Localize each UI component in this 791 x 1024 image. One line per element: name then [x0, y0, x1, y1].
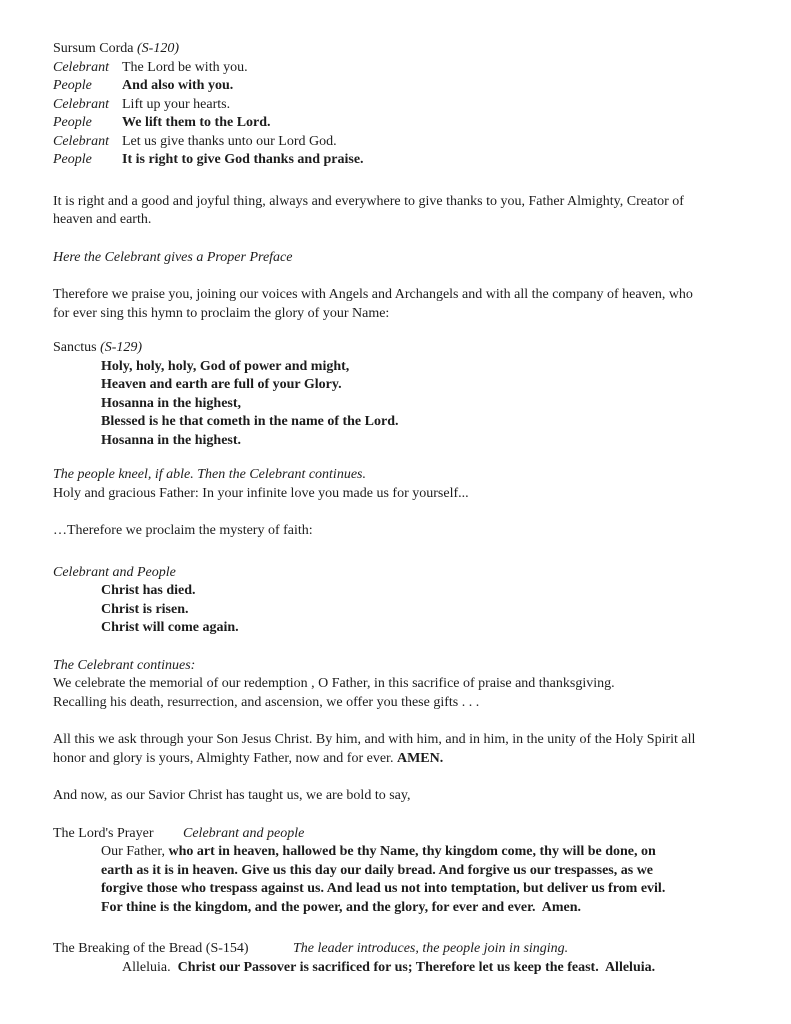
text-line [53, 522, 771, 541]
text-run: Christ our Passover is sacrificed for us; Therefore let us keep the feast. Alleluia. [177, 959, 656, 975]
heading-label [53, 940, 293, 959]
text-line [53, 787, 771, 806]
text-line [101, 582, 771, 601]
text-run: honor and glory is yours, Almighty Father, now and for ever. [53, 750, 397, 766]
text-line [101, 395, 771, 414]
text-run: We celebrate the memorial of our redemption , O Father, in this sacrifice of praise and thanksgiving. [53, 676, 615, 691]
text-line [53, 339, 771, 358]
spacer [53, 323, 771, 339]
text-run: The Breaking of the Bread (S-154) [53, 941, 249, 956]
kneel-rubric [53, 466, 771, 485]
spacer [53, 267, 771, 286]
text-line [53, 211, 771, 230]
text-run: Heaven and earth are full of your Glory. [101, 377, 342, 392]
speaker-label: Celebrant [53, 59, 109, 75]
spacer [53, 450, 771, 466]
text-line [101, 376, 771, 395]
text-run: Alleluia. [122, 959, 178, 975]
text-run: for ever sing this hymn to proclaim the glory of your Name: [53, 305, 390, 321]
text-run: Holy, holy, holy, God of power and might, [101, 358, 350, 374]
therefore-we-praise-paragraph [53, 286, 771, 323]
text-run: And now, as our Savior Christ has taught us, we are bold to say, [53, 788, 411, 803]
speaker-label: Celebrant [53, 133, 109, 149]
text-run: Sanctus [53, 340, 101, 355]
text-run: Hosanna in the highest. [101, 432, 242, 448]
text-run: (S-129) [100, 340, 143, 355]
dialogue-text: It is right to give God thanks and praise. [122, 152, 364, 167]
text-run: Recalling his death, resurrection, and ascension, we offer you these gifts . . . [53, 694, 480, 710]
text-line [101, 843, 771, 862]
text-run: Our Father, [101, 844, 169, 859]
dialogue-text: We lift them to the Lord. [122, 115, 271, 130]
dialogue-text: And also with you. [122, 78, 234, 93]
spacer [53, 712, 771, 731]
text-line [53, 193, 771, 212]
text-run: AMEN. [396, 750, 444, 766]
text-line [101, 619, 771, 638]
dialogue-row [53, 59, 771, 78]
doxology-paragraph [53, 731, 771, 768]
dialogue-text: The Lord be with you. [122, 59, 248, 75]
spacer [53, 230, 771, 249]
spacer [53, 768, 771, 787]
text-line [53, 305, 771, 324]
text-run: who art in heaven, hallowed be thy Name, thy kingdom come, thy will be done, on [168, 844, 656, 859]
celebrant-and-people-rubric [53, 564, 771, 583]
preface-paragraph [53, 193, 771, 230]
text-line [53, 731, 771, 750]
and-now-line [53, 787, 771, 806]
text-run: Hosanna in the highest, [101, 395, 242, 411]
dialogue-text: Let us give thanks unto our Lord God. [122, 133, 337, 149]
text-line [53, 657, 771, 676]
dialogue-row [53, 96, 771, 115]
speaker-label: Celebrant [53, 96, 109, 112]
celebrant-continues-rubric [53, 657, 771, 676]
sanctus-heading [53, 339, 771, 358]
text-line [53, 564, 771, 583]
text-line [53, 249, 771, 268]
text-run: (S-120) [137, 41, 179, 56]
text-run: heaven and earth. [53, 212, 152, 227]
text-line [53, 40, 771, 59]
text-run: For thine is the kingdom, and the power, and the glory, for ever and ever. Amen. [101, 899, 582, 915]
text-run: Holy and gracious Father: In your infinite love you made us for yourself... [53, 485, 469, 501]
text-run: forgive those who trespass against us. And lead us not into temptation, but deliver us from evil. [101, 881, 666, 896]
text-line [101, 432, 771, 451]
text-line [101, 601, 771, 620]
text-run: It is right and a good and joyful thing, always and everywhere to give thanks to you, Father Almighty, Creator of [53, 193, 684, 209]
text-line [53, 466, 771, 485]
text-run: Celebrant and people [183, 825, 305, 841]
mystery-of-faith-line [53, 522, 771, 541]
lords-prayer-heading [53, 825, 771, 844]
speaker-label: People [53, 115, 92, 130]
rubric-label [293, 941, 568, 956]
spacer [53, 917, 771, 940]
text-line [101, 880, 771, 899]
we-celebrate-paragraph [53, 675, 771, 712]
text-line [122, 959, 771, 978]
text-run: Celebrant and People [53, 564, 176, 580]
text-run: The Lord's Prayer [53, 825, 154, 841]
heading-label [53, 825, 183, 844]
text-line [101, 358, 771, 377]
text-line [53, 286, 771, 305]
dialogue-row [53, 151, 771, 170]
text-run: …Therefore we proclaim the mystery of faith: [53, 523, 313, 538]
text-line [101, 862, 771, 881]
text-run: Therefore we praise you, joining our voices with Angels and Archangels and with all the company of heaven, who [53, 287, 693, 302]
dialogue-row [53, 133, 771, 152]
speaker-label: People [53, 152, 92, 167]
sursum-corda-dialogue [53, 59, 771, 170]
rubric-label [183, 826, 304, 841]
dialogue-text: Lift up your hearts. [122, 96, 231, 112]
text-line [53, 675, 771, 694]
holy-gracious-line [53, 485, 771, 504]
spacer [53, 638, 771, 657]
spacer [53, 541, 771, 564]
text-line [101, 413, 771, 432]
text-line [53, 750, 771, 769]
text-run: Here the Celebrant gives a Proper Preface [53, 249, 293, 265]
breaking-of-bread-heading [53, 940, 771, 959]
text-run: The people kneel, if able. Then the Celebrant continues. [53, 467, 366, 482]
proper-preface-rubric [53, 249, 771, 268]
spacer [53, 170, 771, 193]
text-run: Blessed is he that cometh in the name of the Lord. [101, 414, 399, 429]
text-run: Christ has died. [101, 583, 196, 598]
lords-prayer-text [53, 843, 771, 917]
text-run: The Celebrant continues: [53, 657, 196, 673]
sanctus-verse [53, 358, 771, 451]
fraction-anthem-line [53, 959, 771, 978]
text-run: earth as it is in heaven. Give us this day our daily bread. And forgive us our trespasses, as we [101, 862, 654, 878]
spacer [53, 806, 771, 825]
text-line [101, 899, 771, 918]
text-run: All this we ask through your Son Jesus Christ. By him, and with him, and in him, in the unity of the Holy Spirit all [53, 732, 696, 747]
text-run: The leader introduces, the people join in singing. [293, 941, 569, 956]
text-run: Sursum Corda [53, 41, 137, 56]
speaker-label: People [53, 78, 92, 93]
dialogue-row [53, 114, 771, 133]
dialogue-row [53, 77, 771, 96]
spacer [53, 503, 771, 522]
text-run: Christ will come again. [101, 620, 239, 635]
text-run: Christ is risen. [101, 601, 189, 617]
memorial-acclamation-verse [53, 582, 771, 638]
text-line [53, 694, 771, 713]
text-line [53, 485, 771, 504]
sursum-corda-heading [53, 40, 771, 59]
